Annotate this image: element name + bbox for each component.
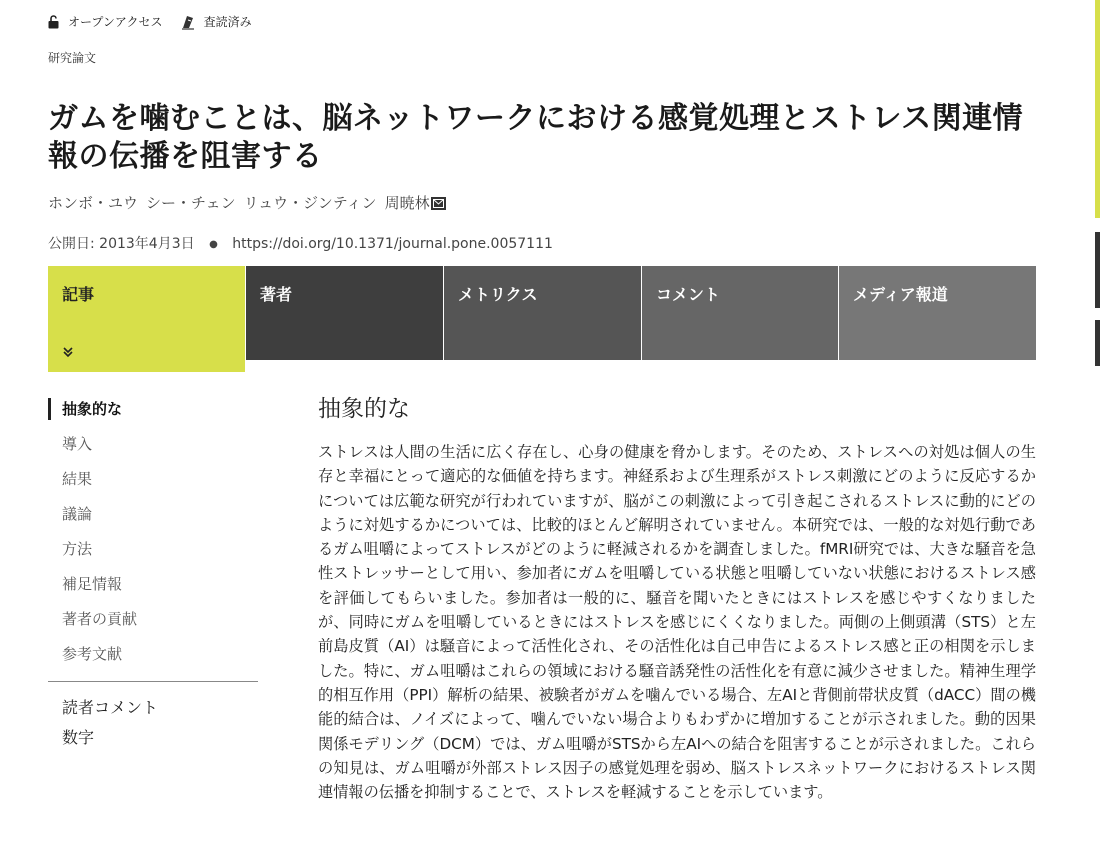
publication-info bbox=[48, 233, 553, 253]
author-name[interactable]: リュウ・ジンティン bbox=[243, 194, 377, 212]
nav-item-author-contributions[interactable]: 著者の貢献 bbox=[62, 610, 138, 628]
email-icon[interactable] bbox=[431, 197, 446, 210]
tab-authors[interactable] bbox=[246, 266, 443, 360]
nav-item-abstract[interactable]: 抽象的な bbox=[48, 396, 258, 431]
tab-comments[interactable] bbox=[642, 266, 838, 360]
chevron-double-down-icon bbox=[62, 346, 74, 358]
nav-item-figures[interactable]: 数字 bbox=[62, 728, 95, 747]
abstract-heading: 抽象的な bbox=[318, 396, 410, 422]
published-date: 2013年4月3日 bbox=[99, 236, 195, 252]
tab-article-label: 記事 bbox=[62, 285, 95, 304]
author-name[interactable]: ホンボ・ユウ bbox=[48, 194, 139, 212]
scroll-markers bbox=[1095, 0, 1100, 864]
article-tabs bbox=[48, 266, 1036, 372]
separator-dot: ● bbox=[209, 239, 218, 250]
tab-comments-label: コメント bbox=[656, 285, 721, 304]
nav-item-references[interactable]: 参考文献 bbox=[62, 645, 123, 663]
article-badges bbox=[48, 13, 270, 30]
tab-media-coverage[interactable] bbox=[839, 266, 1036, 360]
author-list bbox=[48, 192, 446, 213]
article-type: 研究論文 bbox=[48, 51, 97, 65]
tab-metrics[interactable] bbox=[444, 266, 641, 360]
tab-media-coverage-label: メディア報道 bbox=[853, 285, 948, 304]
article-title: ガムを噛むことは、脳ネットワークにおける感覚処理とストレス関連情報の伝播を阻害する bbox=[48, 101, 1024, 174]
nav-item-methods[interactable]: 方法 bbox=[62, 540, 93, 558]
author-name[interactable]: シー・チェン bbox=[146, 194, 236, 212]
nav-divider bbox=[48, 681, 258, 682]
open-lock-icon bbox=[48, 15, 59, 29]
scroll-marker[interactable] bbox=[1095, 320, 1100, 366]
nav-item-results[interactable]: 結果 bbox=[62, 470, 93, 488]
section-navigation bbox=[48, 396, 258, 755]
peer-reviewed-label: 査読済み bbox=[203, 15, 252, 29]
scroll-marker[interactable] bbox=[1095, 232, 1100, 308]
peer-reviewed-badge[interactable] bbox=[181, 13, 252, 30]
nav-item-introduction[interactable]: 導入 bbox=[62, 435, 93, 453]
nav-item-supporting-info[interactable]: 補足情報 bbox=[62, 575, 123, 593]
tab-metrics-label: メトリクス bbox=[458, 285, 538, 304]
scroll-marker-highlight[interactable] bbox=[1095, 0, 1100, 218]
nav-item-reader-comments[interactable]: 読者コメント bbox=[62, 698, 159, 717]
peer-reviewed-icon bbox=[181, 14, 195, 30]
open-access-label: オープンアクセス bbox=[68, 15, 163, 29]
nav-item-discussion[interactable]: 議論 bbox=[62, 505, 93, 523]
published-label: 公開日: bbox=[48, 236, 95, 252]
open-access-badge[interactable] bbox=[48, 13, 163, 30]
author-name[interactable]: 周暁林 bbox=[384, 194, 430, 212]
doi-link[interactable]: https://doi.org/10.1371/journal.pone.0057111 bbox=[232, 236, 553, 252]
abstract-text: ストレスは人間の生活に広く存在し、心身の健康を脅かします。そのため、ストレスへの対処は個人の生存と幸福にとって適応的な価値を持ちます。神経系および生理系がストレス刺激にどのように反応するかについては広範な研究が行われていますが、脳がこの刺激によって引き起こされるストレスに動的にどのように対処するかについては、比較的ほとんど解明されていません。本研究では、一般的な対処行動であるガム咀嚼によってストレスがどのように軽減されるかを調査しました。fMRI研究では、大きな騒音を急性ストレッサーとして用い、参加者にガムを咀嚼している状態と咀嚼していない状態におけるストレス感を評価してもらいました。参加者は一般的に、騒音を聞いたときにはストレスを感じやすくなりましたが、同時にガムを咀嚼しているときにはストレスを感じにくくなりました。両側の上側頭溝（STS）と左前島皮質（AI）は騒音によって活性化され、その活性化は自己申告によるストレス感と正の相関を示しました。特に、ガム咀嚼はこれらの領域における騒音誘発性の活性化を有意に減少させました。精神生理学的相互作用（PPI）解析の結果、被験者がガムを噛んでいる場合、左AIと背側前帯状皮質（dACC）間の機能的結合は、ノイズによって、噛んでいない場合よりもわずかに増加することが示されました。動的因果関係モデリング（DCM）では、ガム咀嚼がSTSから左AIへの結合を阻害することが示されました。これらの知見は、ガム咀嚼が外部ストレス因子の感覚処理を弱め、脳ストレスネットワークにおけるストレス関連情報の伝播を抑制することで、ストレスを軽減することを示しています。 bbox=[318, 443, 1036, 802]
tab-authors-label: 著者 bbox=[260, 285, 293, 304]
tab-article[interactable] bbox=[48, 266, 245, 372]
